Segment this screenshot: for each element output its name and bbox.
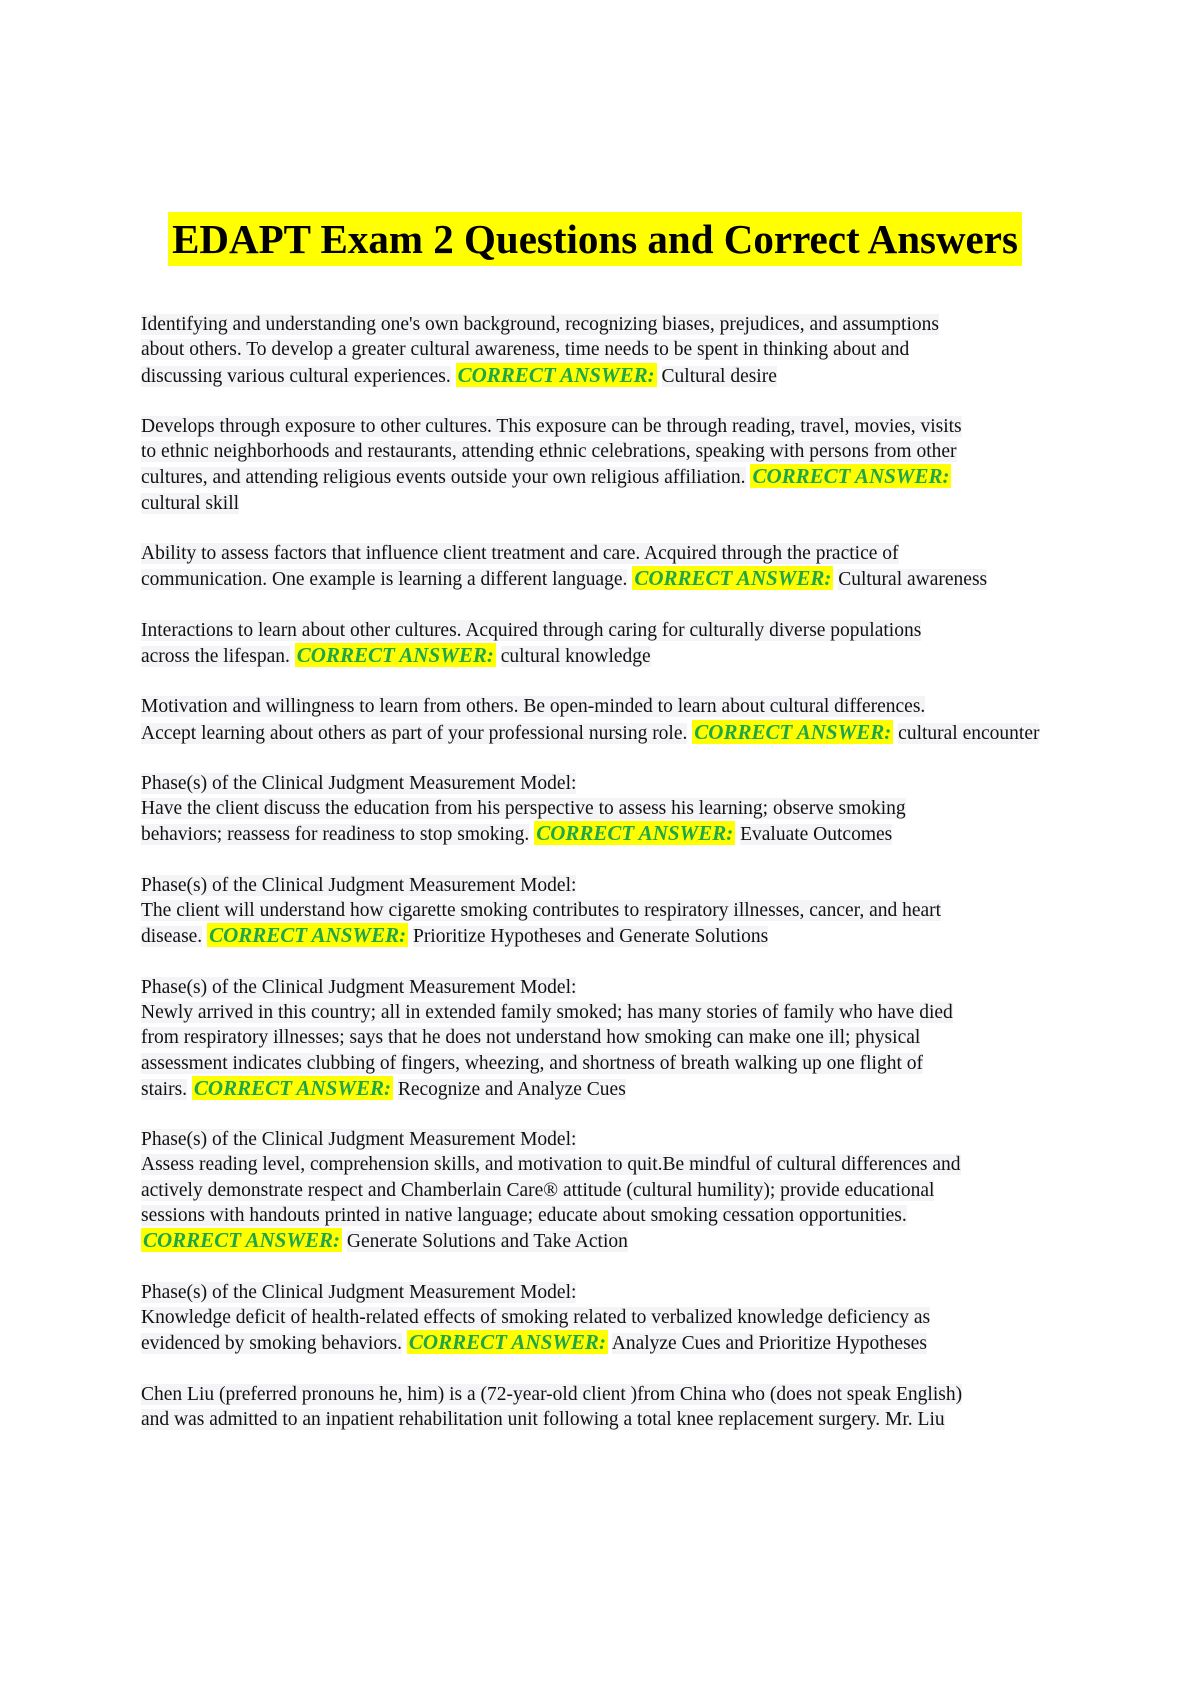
qa-item	[141, 694, 1061, 746]
answer-text: Generate Solutions and Take Action	[346, 1231, 628, 1253]
correct-answer-label: CORRECT ANSWER:	[694, 719, 892, 744]
qa-list	[141, 312, 1061, 1457]
qa-item	[141, 1382, 1061, 1433]
question-line: Interactions to learn about other cultures. Acquired through caring for culturally diverse populations	[141, 619, 922, 641]
answer-text: cultural encounter	[898, 722, 1040, 744]
question-line: Phase(s) of the Clinical Judgment Measurement Model:	[141, 874, 577, 896]
question-line: Phase(s) of the Clinical Judgment Measurement Model:	[141, 1129, 577, 1151]
answer-text: Recognize and Analyze Cues	[397, 1078, 626, 1100]
qa-item	[141, 312, 1061, 389]
question-line: across the lifespan.	[141, 645, 290, 667]
question-line: sessions with handouts printed in native language; educate about smoking cessation opportunities.	[141, 1205, 907, 1227]
question-line: about others. To develop a greater cultural awareness, time needs to be spent in thinking about and	[141, 339, 910, 361]
answer-text: Cultural awareness	[838, 569, 988, 591]
title-container	[0, 212, 1190, 266]
qa-item	[141, 975, 1061, 1102]
question-line: and was admitted to an inpatient rehabilitation unit following a total knee replacement surgery. Mr. Liu	[141, 1408, 945, 1430]
question-line: Have the client discuss the education from his perspective to assess his learning; observe smoking	[141, 798, 906, 820]
answer-text: cultural knowledge	[500, 645, 651, 667]
question-line: Assess reading level, comprehension skills, and motivation to quit.Be mindful of cultural differences and	[141, 1154, 961, 1176]
question-line: Motivation and willingness to learn from others. Be open-minded to learn about cultural differences.	[141, 696, 926, 718]
question-line: communication. One example is learning a different language.	[141, 569, 628, 591]
qa-item	[141, 414, 1061, 516]
correct-answer-label: CORRECT ANSWER:	[193, 1075, 391, 1100]
answer-text: Evaluate Outcomes	[740, 824, 893, 846]
question-line: Newly arrived in this country; all in extended family smoked; has many stories of family who have died	[141, 1001, 953, 1023]
qa-item	[141, 1280, 1061, 1357]
question-line: discussing various cultural experiences.	[141, 365, 451, 387]
question-line: The client will understand how cigarette smoking contributes to respiratory illnesses, cancer, and heart	[141, 900, 942, 922]
question-line: actively demonstrate respect and Chamberlain Care® attitude (cultural humility); provide educational	[141, 1179, 935, 1201]
question-line: assessment indicates clubbing of fingers, wheezing, and shortness of breath walking up one flight of	[141, 1052, 923, 1074]
qa-item	[141, 541, 1061, 593]
correct-answer-label: CORRECT ANSWER:	[752, 464, 950, 489]
correct-answer-label: CORRECT ANSWER:	[209, 923, 407, 948]
question-line: Chen Liu (preferred pronouns he, him) is a (72-year-old client )from China who (does not speak English)	[141, 1383, 963, 1405]
question-line: disease.	[141, 926, 203, 948]
correct-answer-label: CORRECT ANSWER:	[457, 362, 655, 387]
qa-item	[141, 1127, 1061, 1254]
answer-text: Prioritize Hypotheses and Generate Solutions	[412, 926, 769, 948]
question-line: Accept learning about others as part of your professional nursing role.	[141, 722, 688, 744]
document-title: EDAPT Exam 2 Questions and Correct Answers	[168, 212, 1022, 266]
answer-text: cultural skill	[141, 492, 240, 514]
question-line: Phase(s) of the Clinical Judgment Measurement Model:	[141, 1281, 577, 1303]
correct-answer-label: CORRECT ANSWER:	[143, 1228, 341, 1253]
question-line: behaviors; reassess for readiness to stop smoking.	[141, 824, 530, 846]
correct-answer-label: CORRECT ANSWER:	[634, 566, 832, 591]
qa-item	[141, 618, 1061, 670]
qa-item	[141, 873, 1061, 950]
question-line: evidenced by smoking behaviors.	[141, 1333, 403, 1355]
question-line: to ethnic neighborhoods and restaurants, attending ethnic celebrations, speaking with persons from other	[141, 441, 957, 463]
answer-text: Cultural desire	[661, 365, 777, 387]
question-line: from respiratory illnesses; says that he does not understand how smoking can make one ill; physical	[141, 1027, 921, 1049]
question-line: Identifying and understanding one's own background, recognizing biases, prejudices, and assumptions	[141, 314, 939, 335]
correct-answer-label: CORRECT ANSWER:	[296, 642, 494, 667]
question-line: cultures, and attending religious events outside your own religious affiliation.	[141, 467, 746, 489]
correct-answer-label: CORRECT ANSWER:	[408, 1330, 606, 1355]
question-line: Phase(s) of the Clinical Judgment Measurement Model:	[141, 772, 577, 794]
question-line: Ability to assess factors that influence client treatment and care. Acquired through the practice of	[141, 543, 899, 565]
question-line: Knowledge deficit of health-related effects of smoking related to verbalized knowledge deficiency as	[141, 1306, 931, 1328]
question-line: stairs.	[141, 1078, 188, 1100]
question-line: Phase(s) of the Clinical Judgment Measurement Model:	[141, 976, 577, 998]
question-line: Develops through exposure to other cultures. This exposure can be through reading, travel, movies, visits	[141, 415, 962, 437]
qa-item	[141, 771, 1061, 848]
answer-text: Analyze Cues and Prioritize Hypotheses	[611, 1333, 927, 1355]
correct-answer-label: CORRECT ANSWER:	[536, 821, 734, 846]
